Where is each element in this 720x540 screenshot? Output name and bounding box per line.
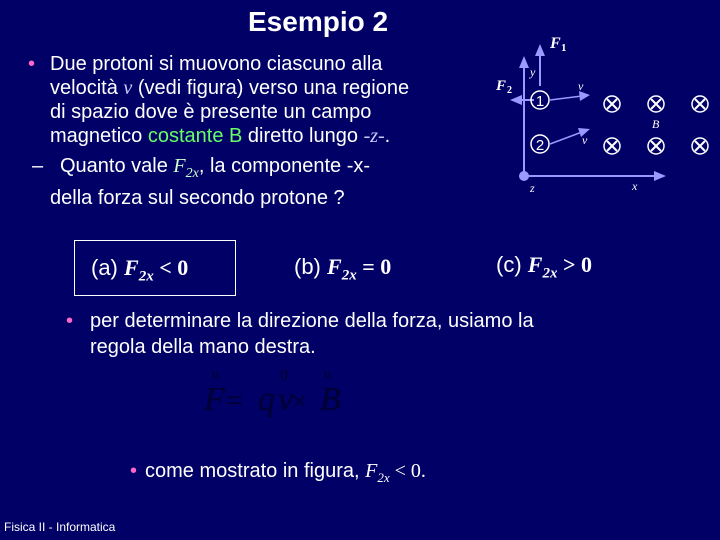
- conclusion-sub: 2x: [377, 470, 390, 485]
- x-label: x: [632, 179, 638, 193]
- v2-arrow-line: [550, 132, 582, 144]
- statement-line-4b: diretto lungo: [242, 125, 364, 147]
- option-a-sub: 2x: [138, 268, 154, 285]
- conclusion: [130, 460, 426, 486]
- note-line-2: regola della mano destra.: [90, 336, 316, 358]
- formula-equals: =: [226, 384, 243, 417]
- formula-F: F: [204, 381, 225, 418]
- formula-B: B: [320, 381, 341, 418]
- question-sub: 2x: [185, 166, 199, 181]
- question-a: Quanto vale: [60, 155, 174, 177]
- f1-arrow-head: [535, 44, 545, 56]
- field-x-icon: [692, 138, 708, 154]
- field-x-icon: [648, 138, 664, 154]
- y-axis-arrow: [519, 56, 529, 68]
- bullet-dot: •: [66, 310, 74, 332]
- f2-sub: 2: [507, 85, 512, 96]
- option-c-sub: 2x: [542, 265, 558, 282]
- question-F: F: [173, 155, 186, 177]
- option-b-label: (b): [294, 254, 327, 279]
- field-x-icon: [648, 96, 664, 112]
- problem-statement: [28, 52, 488, 148]
- question-line-2: della forza sul secondo protone ?: [50, 187, 345, 209]
- right-hand-rule-note: [66, 308, 666, 360]
- statement-line-2a: velocità: [50, 77, 124, 99]
- v-top-label: v: [578, 79, 584, 93]
- z-axis-dot: [519, 171, 529, 181]
- statement-line-4c: .: [384, 125, 391, 147]
- option-c: [496, 252, 592, 282]
- conclusion-F: F: [365, 460, 378, 482]
- option-c-rel: > 0: [557, 252, 592, 277]
- f2-arrow-head: [510, 95, 522, 105]
- f2-label: F: [496, 78, 507, 94]
- velocity-symbol: v: [123, 77, 133, 99]
- statement-line-3: di spazio dove è presente un campo: [50, 101, 372, 123]
- dash-marker: –: [32, 155, 44, 177]
- lorentz-formula: [196, 362, 366, 422]
- option-c-label: (c): [496, 252, 528, 277]
- statement-line-1: Due protoni si muovono ciascuno alla: [50, 53, 383, 75]
- statement-line-2b: (vedi figura) verso una regione: [132, 77, 410, 99]
- v-bottom-label: v: [582, 133, 588, 147]
- question-b: , la componente -x-: [198, 155, 371, 177]
- option-c-F: F: [527, 252, 543, 277]
- physics-figure: [490, 24, 720, 204]
- option-b-F: F: [327, 254, 342, 279]
- field-x-icon: [604, 96, 620, 112]
- formula-q: q: [258, 381, 275, 418]
- constant-b-text: costante B: [147, 125, 243, 147]
- footer-course: Fisica II - Informatica: [4, 520, 116, 534]
- option-b-rel: = 0: [356, 254, 392, 279]
- option-b-sub: 2x: [341, 267, 357, 284]
- proton-1-label: 1: [535, 93, 545, 110]
- option-b: [294, 254, 391, 284]
- field-x-icon: [604, 138, 620, 154]
- formula-hat-1: u: [212, 367, 219, 382]
- formula-hat-3: u: [324, 367, 331, 382]
- conclusion-a: come mostrato in figura,: [145, 460, 366, 482]
- option-a-F: F: [124, 255, 139, 280]
- z-label: z: [530, 181, 535, 195]
- formula-times: ×: [292, 387, 307, 416]
- statement-line-4a: magnetico: [50, 125, 148, 147]
- y-label: y: [530, 65, 536, 79]
- option-a-label: (a): [91, 255, 124, 280]
- proton-2-label: 2: [535, 137, 545, 154]
- f1-sub: 1: [561, 42, 567, 54]
- conclusion-b: < 0.: [389, 460, 426, 482]
- field-x-icon: [692, 96, 708, 112]
- option-a: [74, 240, 236, 296]
- formula-v: v: [278, 381, 294, 418]
- x-axis-arrow: [654, 171, 666, 181]
- bullet-dot: •: [28, 53, 36, 75]
- question: [32, 154, 452, 210]
- formula-hat-2: 0: [280, 367, 288, 384]
- option-a-rel: < 0: [153, 255, 189, 280]
- bullet-dot: •: [130, 460, 138, 482]
- note-line-1: per determinare la direzione della forza, usiamo la: [90, 310, 534, 332]
- minus-z-symbol: -z-: [363, 125, 385, 147]
- b-field-label: B: [652, 117, 660, 131]
- v1-arrow-line: [550, 96, 582, 100]
- f1-label: F: [550, 35, 561, 52]
- slide-title: Esempio 2: [248, 6, 389, 37]
